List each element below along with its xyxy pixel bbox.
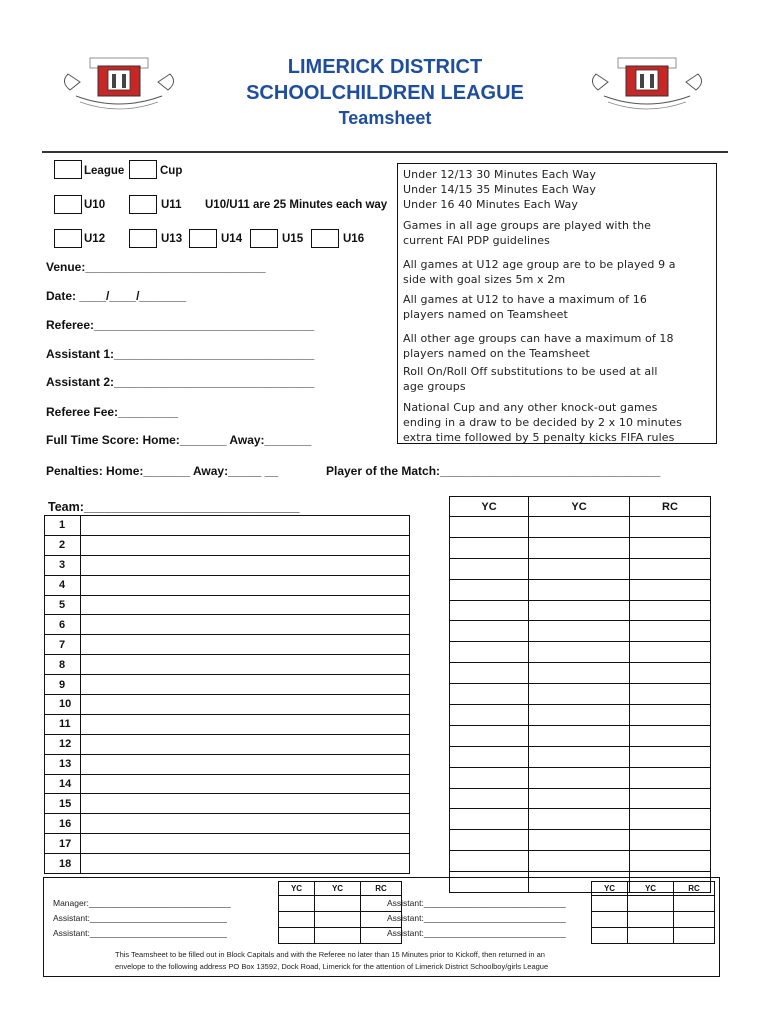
card-cell[interactable] <box>450 642 529 663</box>
cards-row <box>450 788 711 809</box>
rule-line: All games at U12 age group are to be played 9 a <box>403 258 676 271</box>
u14-label: U14 <box>221 233 243 245</box>
player-name-cell[interactable] <box>81 794 410 814</box>
officials-card-cell[interactable] <box>674 896 715 912</box>
cards-row <box>450 537 711 558</box>
officials-cards-header <box>592 882 715 896</box>
u15-checkbox[interactable] <box>250 229 278 248</box>
officials-card-cell[interactable] <box>592 912 628 928</box>
player-name-cell[interactable] <box>81 814 410 834</box>
assistant-field[interactable]: Assistant:______________________________ <box>387 913 566 923</box>
rule-line: side with goal sizes 5m x 2m <box>403 273 566 286</box>
assistant-1-field[interactable]: Assistant 1:______________________________ <box>46 347 315 361</box>
officials-card-header: YC <box>315 882 361 896</box>
officials-cards-row <box>592 912 715 928</box>
card-cell[interactable] <box>630 746 711 767</box>
player-name-cell[interactable] <box>81 516 410 536</box>
officials-card-cell[interactable] <box>628 912 674 928</box>
cards-row <box>450 851 711 872</box>
cards-row <box>450 517 711 538</box>
cards-row <box>450 830 711 851</box>
card-cell[interactable] <box>450 600 529 621</box>
player-number: 2 <box>45 535 81 555</box>
player-name-cell[interactable] <box>81 734 410 754</box>
u10-label: U10 <box>84 199 106 211</box>
rule-line: extra time followed by 5 penalty kicks FIFA rules <box>403 431 675 444</box>
cards-row <box>450 621 711 642</box>
card-cell[interactable] <box>529 746 630 767</box>
cards-row <box>450 767 711 788</box>
assistant-field[interactable]: Assistant:_____________________________ <box>53 913 227 923</box>
title-line-2: SCHOOLCHILDREN LEAGUE <box>246 82 524 104</box>
cup-label: Cup <box>160 165 183 177</box>
title-line-1: LIMERICK DISTRICT <box>287 56 483 78</box>
card-cell[interactable] <box>529 663 630 684</box>
player-number: 12 <box>45 734 81 754</box>
u12-label: U12 <box>84 233 106 245</box>
card-header: YC <box>529 497 630 517</box>
player-name-cell[interactable] <box>81 714 410 734</box>
card-cell[interactable] <box>450 767 529 788</box>
venue-field[interactable]: Venue:___________________________ <box>46 260 266 274</box>
player-name-cell[interactable] <box>81 774 410 794</box>
header-divider <box>42 151 728 153</box>
player-number: 10 <box>45 695 81 715</box>
player-name-cell[interactable] <box>81 635 410 655</box>
team-row <box>45 575 410 595</box>
player-name-cell[interactable] <box>81 854 410 874</box>
player-number: 13 <box>45 754 81 774</box>
card-cell[interactable] <box>450 705 529 726</box>
officials-card-cell[interactable] <box>674 928 715 944</box>
u11-checkbox[interactable] <box>129 195 157 214</box>
rule-line: All other age groups can have a maximum of 18 <box>403 332 674 345</box>
player-number: 5 <box>45 595 81 615</box>
card-header: RC <box>630 497 711 517</box>
player-number: 11 <box>45 714 81 734</box>
team-row <box>45 794 410 814</box>
player-name-cell[interactable] <box>81 615 410 635</box>
title-line-3: Teamsheet <box>338 108 432 128</box>
card-cell[interactable] <box>529 517 630 538</box>
u16-checkbox[interactable] <box>311 229 339 248</box>
player-number: 1 <box>45 516 81 536</box>
card-cell[interactable] <box>450 684 529 705</box>
player-number: 8 <box>45 655 81 675</box>
cards-row <box>450 725 711 746</box>
player-name-cell[interactable] <box>81 655 410 675</box>
card-cell[interactable] <box>630 809 711 830</box>
cards-row <box>450 746 711 767</box>
referee-field[interactable]: Referee:_________________________________ <box>46 318 315 332</box>
team-row <box>45 516 410 536</box>
league-label: League <box>84 165 125 177</box>
officials-card-cell[interactable] <box>279 896 315 912</box>
rules-box <box>397 163 717 444</box>
team-table <box>44 515 410 874</box>
player-name-cell[interactable] <box>81 695 410 715</box>
card-cell[interactable] <box>529 705 630 726</box>
player-name-cell[interactable] <box>81 555 410 575</box>
rule-line: All games at U12 to have a maximum of 16 <box>403 293 647 306</box>
card-cell[interactable] <box>450 663 529 684</box>
rule-line: Under 12/13 30 Minutes Each Way <box>403 168 597 181</box>
player-name-cell[interactable] <box>81 675 410 695</box>
player-name-cell[interactable] <box>81 754 410 774</box>
rule-line: ending in a draw to be decided by 2 x 10 minutes <box>403 416 682 429</box>
cards-row <box>450 600 711 621</box>
card-cell[interactable] <box>630 517 711 538</box>
rule-line: National Cup and any other knock-out games <box>403 401 658 414</box>
u13-label: U13 <box>161 233 183 245</box>
team-row <box>45 714 410 734</box>
card-cell[interactable] <box>450 830 529 851</box>
league-crest-left <box>60 52 178 116</box>
card-cell[interactable] <box>630 851 711 872</box>
cards-row <box>450 663 711 684</box>
team-row <box>45 635 410 655</box>
team-row <box>45 555 410 575</box>
player-of-the-match-field[interactable]: Player of the Match:_________________________________ <box>326 464 661 478</box>
card-cell[interactable] <box>630 767 711 788</box>
team-row <box>45 854 410 874</box>
player-name-cell[interactable] <box>81 595 410 615</box>
rule-line: players named on Teamsheet <box>403 308 568 321</box>
cards-table <box>449 496 711 893</box>
team-row <box>45 834 410 854</box>
card-cell[interactable] <box>529 621 630 642</box>
cards-row <box>450 642 711 663</box>
officials-cards-right <box>591 881 715 944</box>
team-row <box>45 535 410 555</box>
cards-row <box>450 579 711 600</box>
footer-instructions: This Teamsheet to be filled out in Block Capitals and with the Referee no later than 15 Minutes prior to Kickoff, then returned in an <box>115 950 545 959</box>
officials-cards-header <box>279 882 402 896</box>
rule-line: current FAI PDP guidelines <box>403 234 550 247</box>
team-row <box>45 595 410 615</box>
officials-card-cell[interactable] <box>279 928 315 944</box>
player-name-cell[interactable] <box>81 535 410 555</box>
team-name-field[interactable]: Team:_______________________________ <box>48 500 300 514</box>
card-cell[interactable] <box>630 705 711 726</box>
player-name-cell[interactable] <box>81 575 410 595</box>
team-row <box>45 814 410 834</box>
cards-row <box>450 684 711 705</box>
card-cell[interactable] <box>630 600 711 621</box>
player-name-cell[interactable] <box>81 834 410 854</box>
card-cell[interactable] <box>450 746 529 767</box>
u11-label: U11 <box>161 199 182 211</box>
card-cell[interactable] <box>450 558 529 579</box>
officials-card-header: RC <box>674 882 715 896</box>
footer-instructions: envelope to the following address PO Box 13592, Dock Road, Limerick for the attention of Limerick District Schoolboy/girls League <box>115 962 549 971</box>
card-cell[interactable] <box>529 809 630 830</box>
card-cell[interactable] <box>630 558 711 579</box>
card-cell[interactable] <box>450 851 529 872</box>
rule-line: age groups <box>403 380 466 393</box>
rule-line: Games in all age groups are played with the <box>403 219 652 232</box>
team-row <box>45 774 410 794</box>
card-cell[interactable] <box>450 725 529 746</box>
officials-cards-row <box>592 928 715 944</box>
officials-card-header: YC <box>592 882 628 896</box>
card-cell[interactable] <box>529 558 630 579</box>
card-cell[interactable] <box>630 663 711 684</box>
card-cell[interactable] <box>529 767 630 788</box>
u16-label: U16 <box>343 233 365 245</box>
player-number: 4 <box>45 575 81 595</box>
officials-card-header: RC <box>361 882 402 896</box>
player-number: 17 <box>45 834 81 854</box>
card-cell[interactable] <box>450 537 529 558</box>
league-crest-right <box>588 52 706 116</box>
card-cell[interactable] <box>529 830 630 851</box>
card-cell[interactable] <box>450 809 529 830</box>
card-cell[interactable] <box>630 684 711 705</box>
card-cell[interactable] <box>529 684 630 705</box>
assistant-field[interactable]: Assistant:_____________________________ <box>53 928 227 938</box>
cards-row <box>450 809 711 830</box>
team-row <box>45 655 410 675</box>
assistant-field[interactable]: Assistant:______________________________ <box>387 928 566 938</box>
rule-line: players named on the Teamsheet <box>403 347 590 360</box>
u15-label: U15 <box>282 233 304 245</box>
officials-card-cell[interactable] <box>315 928 361 944</box>
officials-card-cell[interactable] <box>628 896 674 912</box>
officials-card-cell[interactable] <box>592 896 628 912</box>
card-header: YC <box>450 497 529 517</box>
team-row <box>45 615 410 635</box>
officials-card-cell[interactable] <box>279 912 315 928</box>
card-cell[interactable] <box>450 788 529 809</box>
player-number: 15 <box>45 794 81 814</box>
league-checkbox[interactable] <box>54 160 82 179</box>
cards-row <box>450 558 711 579</box>
u10-checkbox[interactable] <box>54 195 82 214</box>
card-cell[interactable] <box>630 642 711 663</box>
player-number: 9 <box>45 675 81 695</box>
officials-card-cell[interactable] <box>315 896 361 912</box>
rule-line: Under 16 40 Minutes Each Way <box>403 198 579 211</box>
officials-card-cell[interactable] <box>592 928 628 944</box>
card-cell[interactable] <box>529 851 630 872</box>
officials-card-header: YC <box>279 882 315 896</box>
team-row <box>45 734 410 754</box>
officials-cards-row <box>279 912 402 928</box>
player-number: 14 <box>45 774 81 794</box>
card-cell[interactable] <box>529 642 630 663</box>
card-cell[interactable] <box>450 579 529 600</box>
cards-header-row <box>450 497 711 517</box>
team-row <box>45 695 410 715</box>
rule-line: Roll On/Roll Off substitutions to be used at all <box>403 365 658 378</box>
card-cell[interactable] <box>630 621 711 642</box>
officials-card-cell[interactable] <box>628 928 674 944</box>
officials-cards-left <box>278 881 402 944</box>
penalties-field[interactable]: Penalties: Home:_______ Away:_____ __ <box>46 464 279 478</box>
card-cell[interactable] <box>630 830 711 851</box>
officials-cards-row <box>592 896 715 912</box>
card-cell[interactable] <box>630 725 711 746</box>
card-cell[interactable] <box>529 579 630 600</box>
card-cell[interactable] <box>529 537 630 558</box>
player-number: 6 <box>45 615 81 635</box>
team-row <box>45 675 410 695</box>
u14-checkbox[interactable] <box>189 229 217 248</box>
card-cell[interactable] <box>529 725 630 746</box>
player-number: 16 <box>45 814 81 834</box>
player-number: 18 <box>45 854 81 874</box>
officials-card-cell[interactable] <box>315 912 361 928</box>
player-number: 3 <box>45 555 81 575</box>
u12-checkbox[interactable] <box>54 229 82 248</box>
card-cell[interactable] <box>630 537 711 558</box>
officials-card-cell[interactable] <box>674 912 715 928</box>
referee-fee-field[interactable]: Referee Fee:_________ <box>46 405 179 419</box>
team-row <box>45 754 410 774</box>
card-cell[interactable] <box>630 788 711 809</box>
assistant-2-field[interactable]: Assistant 2:______________________________ <box>46 375 315 389</box>
card-cell[interactable] <box>450 517 529 538</box>
officials-cards-row <box>279 896 402 912</box>
card-cell[interactable] <box>529 788 630 809</box>
u10-u11-duration-note: U10/U11 are 25 Minutes each way <box>205 199 388 211</box>
date-field[interactable]: Date: ____/____/_______ <box>46 289 187 303</box>
card-cell[interactable] <box>450 621 529 642</box>
manager-field[interactable]: Manager:______________________________ <box>53 898 231 908</box>
cards-row <box>450 705 711 726</box>
full-time-score-field[interactable]: Full Time Score: Home:_______ Away:_______ <box>46 433 312 447</box>
cup-checkbox[interactable] <box>129 160 157 179</box>
assistant-field[interactable]: Assistant:______________________________ <box>387 898 566 908</box>
officials-card-header: YC <box>628 882 674 896</box>
card-cell[interactable] <box>630 579 711 600</box>
player-number: 7 <box>45 635 81 655</box>
card-cell[interactable] <box>529 600 630 621</box>
u13-checkbox[interactable] <box>129 229 157 248</box>
officials-cards-row <box>279 928 402 944</box>
rule-line: Under 14/15 35 Minutes Each Way <box>403 183 597 196</box>
